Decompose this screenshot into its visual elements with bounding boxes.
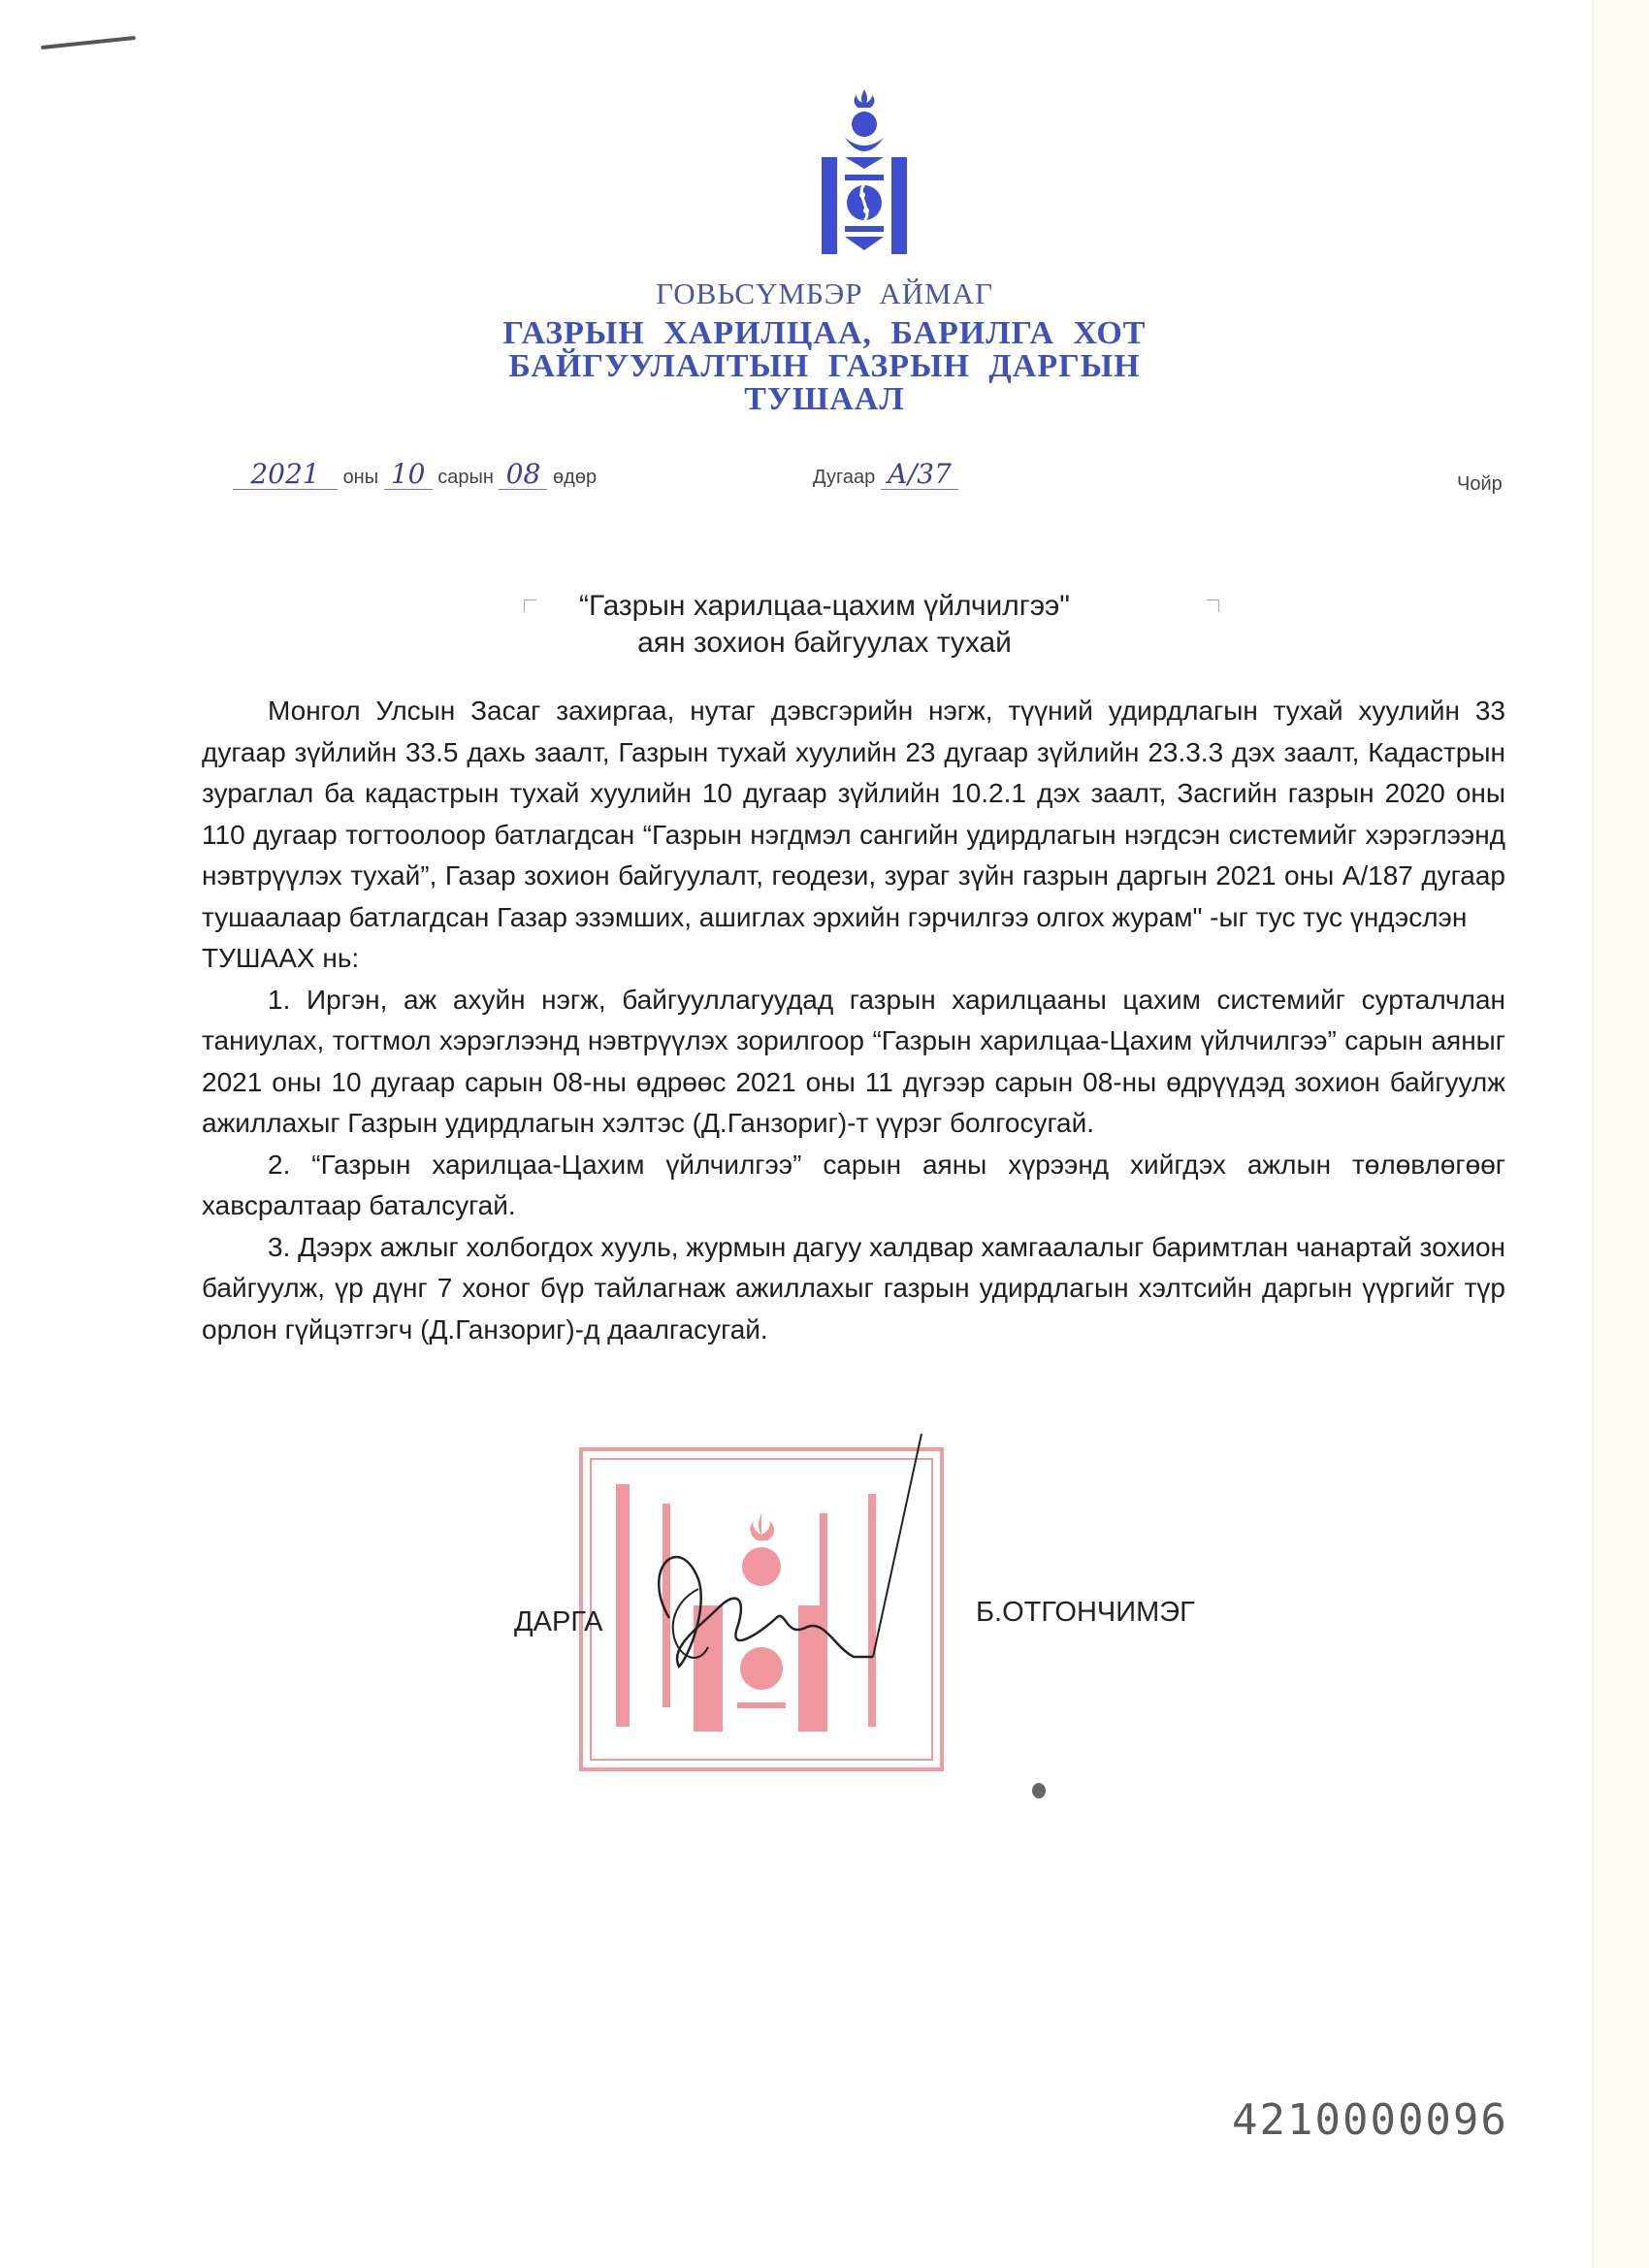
pen-mark xyxy=(41,36,136,49)
document-title xyxy=(0,588,1649,662)
month-value: 10 xyxy=(384,460,433,490)
preamble-paragraph: Монгол Улсын Засаг захиргаа, нутаг дэвсгэрийн нэгж, түүний удирдлагын тухай хуулийн 33 дугаар зүйлийн 33.5 дахь заалт, Газрын тухай хуулийн 23 дугаар зүйлийн 23.3.3 дэх заалт, Кадастрын зураглал ба кадастрын тухай хуулийн 10 дугаар зүйлийн 10.2.1 дэх заалт, Засгийн газрын 2020 оны 110 дугаар тогтоолоор батлагдсан “Газрын нэгдмэл сангийн удирдлагын нэгдсэн системийг хэрэглээнд нэвтрүүлэх тухай”, Газар зохион байгуулалт, геодези, зураг зүйн газрын даргын 2021 оны А/187 дугаар тушаалаар батлагдсан Газар эзэмших, ашиглах эрхийн гэрчилгээ олгох журам" -ыг тус тус үндэслэн xyxy=(202,696,1505,932)
serial-number: 4210000096 xyxy=(1232,2095,1508,2145)
day-value: 08 xyxy=(499,460,547,490)
year-label: оны xyxy=(342,467,379,488)
title-line-2: аян зохион байгуулах тухай xyxy=(637,627,1012,659)
number-label: Дугаар xyxy=(813,467,876,488)
order-item-1: 1. Иргэн, аж ахуйн нэгж, байгууллагуудад газрын харилцааны цахим системийг сурталчлан таниулах, тогтмол хэрэглээнд нэвтрүүлэх зорилгоор “Газрын харилцаа-Цахим үйлчилгээ” сарын аяныг 2021 оны 10 дугаар сарын 08-ны өдрөөс 2021 оны 11 дүгээр сарын 08-ны өдрүүдэд зохион байгуулж ажиллахыг Газрын удирдлагын хэлтэс (Д.Ганзориг)-т үүрэг болгосугай. xyxy=(202,984,1505,1138)
year-value: 2021 xyxy=(233,460,338,490)
signatory-name: Б.ОТГОНЧИМЭГ xyxy=(976,1597,1195,1628)
day-label: өдөр xyxy=(553,467,598,488)
place-name: Чойр xyxy=(1457,473,1503,495)
date-line xyxy=(233,460,597,490)
soyombo-emblem-icon xyxy=(820,89,909,256)
number-value: А/37 xyxy=(881,460,958,490)
document-body xyxy=(202,691,1505,1350)
office-title-line-2: БАЙГУУЛАЛТЫН ГАЗРЫН ДАРГЫН xyxy=(508,348,1141,384)
document-type: ТУШААЛ xyxy=(744,381,905,417)
handwritten-signature-icon xyxy=(640,1434,951,1754)
ink-spot xyxy=(1032,1783,1046,1798)
aimag-name: ГОВЬСҮМБЭР АЙМАГ xyxy=(656,276,993,310)
order-item-3: 3. Дээрх ажлыг холбогдох хууль, журмын дагуу халдвар хамгаалалыг баримтлан чанартай зохион байгуулж, үр дүнг 7 хоног бүр тайлагнаж ажиллахыг газрын удирдлагын хэлтсийн даргын үүргийг түр орлон гүйцэтгэгч (Д.Ганзориг)-д даалгасугай. xyxy=(202,1231,1506,1345)
office-title-line-1: ГАЗРЫН ХАРИЛЦАА, БАРИЛГА ХОТ xyxy=(502,315,1147,351)
order-word: ТУШААХ нь: xyxy=(202,943,360,973)
order-number xyxy=(813,460,958,490)
month-label: сарын xyxy=(437,467,494,488)
title-line-1: “Газрын харилцаа-цахим үйлчилгээ" xyxy=(579,590,1070,622)
order-item-2: 2. “Газрын харилцаа-Цахим үйлчилгээ” сарын аяны хүрээнд хийгдэх ажлын төлөвлөгөөг хавсралтаар баталсугай. xyxy=(202,1149,1505,1220)
signatory-title: ДАРГА xyxy=(514,1606,603,1637)
